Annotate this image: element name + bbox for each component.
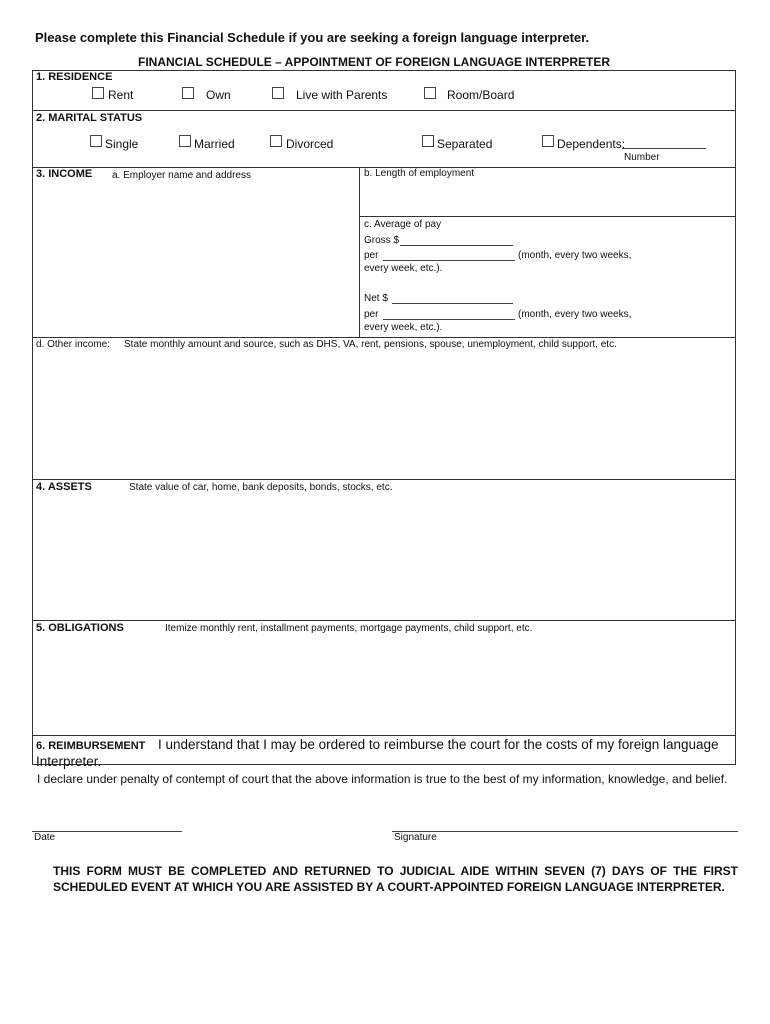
other-income-label: d. Other income: <box>36 339 110 350</box>
residence-rent-label: Rent <box>108 88 134 102</box>
residence-parents-label: Live with Parents <box>296 88 388 102</box>
marital-heading: 2. MARITAL STATUS <box>36 112 143 124</box>
divider-obligations <box>32 735 735 736</box>
gross-amount-field[interactable] <box>400 245 513 246</box>
income-heading: 3. INCOME <box>36 168 93 180</box>
signature-field[interactable] <box>392 831 738 832</box>
marital-separated-checkbox[interactable] <box>422 135 434 147</box>
marital-separated-label: Separated <box>437 137 493 151</box>
net-period-field[interactable] <box>383 319 515 320</box>
net-per-label: per <box>364 309 379 320</box>
gross-period-hint-2: every week, etc.). <box>364 263 443 274</box>
gross-period-hint: (month, every two weeks, <box>518 250 632 261</box>
net-period-hint: (month, every two weeks, <box>518 309 632 320</box>
residence-rent-checkbox[interactable] <box>92 87 104 99</box>
gross-label: Gross $ <box>364 235 400 246</box>
marital-dependents-label: Dependents: <box>557 137 626 151</box>
marital-single-checkbox[interactable] <box>90 135 102 147</box>
reimbursement-text: I understand that I may be ordered to reimburse the court for the costs of my foreign language <box>158 737 719 752</box>
marital-married-label: Married <box>194 137 235 151</box>
net-label: Net $ <box>364 293 388 304</box>
marital-dependents-checkbox[interactable] <box>542 135 554 147</box>
reimbursement-heading: 6. REIMBURSEMENT <box>36 740 146 752</box>
marital-married-checkbox[interactable] <box>179 135 191 147</box>
residence-roomboard-label: Room/Board <box>447 88 515 102</box>
divider-length <box>359 216 735 217</box>
intro-text: Please complete this Financial Schedule if you are seeking a foreign language interpreter. <box>35 30 590 45</box>
residence-parents-checkbox[interactable] <box>272 87 284 99</box>
gross-period-field[interactable] <box>383 260 515 261</box>
residence-heading: 1. RESIDENCE <box>36 71 113 83</box>
divider-residence <box>32 110 735 111</box>
divider-other-income <box>32 479 735 480</box>
dependents-number-label: Number <box>624 152 660 163</box>
net-period-hint-2: every week, etc.). <box>364 322 443 333</box>
obligations-heading: 5. OBLIGATIONS <box>36 622 124 634</box>
divider-income-column <box>359 167 360 337</box>
divider-assets <box>32 620 735 621</box>
marital-divorced-checkbox[interactable] <box>270 135 282 147</box>
residence-own-checkbox[interactable] <box>182 87 194 99</box>
signature-label: Signature <box>394 832 437 843</box>
residence-own-label: Own <box>206 88 231 102</box>
other-income-hint: State monthly amount and source, such as DHS, VA, rent, pensions, spouse, unemployment, child support, etc. <box>124 339 617 350</box>
divider-income <box>32 337 735 338</box>
employer-label: a. Employer name and address <box>112 170 251 181</box>
length-label: b. Length of employment <box>364 168 475 179</box>
footer-notice: THIS FORM MUST BE COMPLETED AND RETURNED TO JUDICIAL AIDE WITHIN SEVEN (7) DAYS OF THE FIRST SCHEDULED EVENT AT WHICH YOU ARE ASSISTED BY A COURT-APPOINTED FOREIGN LANGUAGE INTERPRETER. <box>53 864 738 894</box>
gross-per-label: per <box>364 250 379 261</box>
assets-hint: State value of car, home, bank deposits, bonds, stocks, etc. <box>129 482 393 493</box>
dependents-number-field[interactable] <box>622 148 706 149</box>
declaration-text: I declare under penalty of contempt of court that the above information is true to the best of my information, knowledge, and belief. <box>37 772 728 786</box>
residence-roomboard-checkbox[interactable] <box>424 87 436 99</box>
average-pay-label: c. Average of pay <box>364 219 442 230</box>
obligations-hint: Itemize monthly rent, installment payments, mortgage payments, child support, etc. <box>165 623 533 634</box>
marital-divorced-label: Divorced <box>286 137 334 151</box>
reimbursement-text-2: Interpreter. <box>36 754 102 769</box>
assets-heading: 4. ASSETS <box>36 481 92 493</box>
marital-single-label: Single <box>105 137 139 151</box>
net-amount-field[interactable] <box>392 303 513 304</box>
form-title: FINANCIAL SCHEDULE – APPOINTMENT OF FOREIGN LANGUAGE INTERPRETER <box>138 55 611 69</box>
date-label: Date <box>34 832 56 843</box>
